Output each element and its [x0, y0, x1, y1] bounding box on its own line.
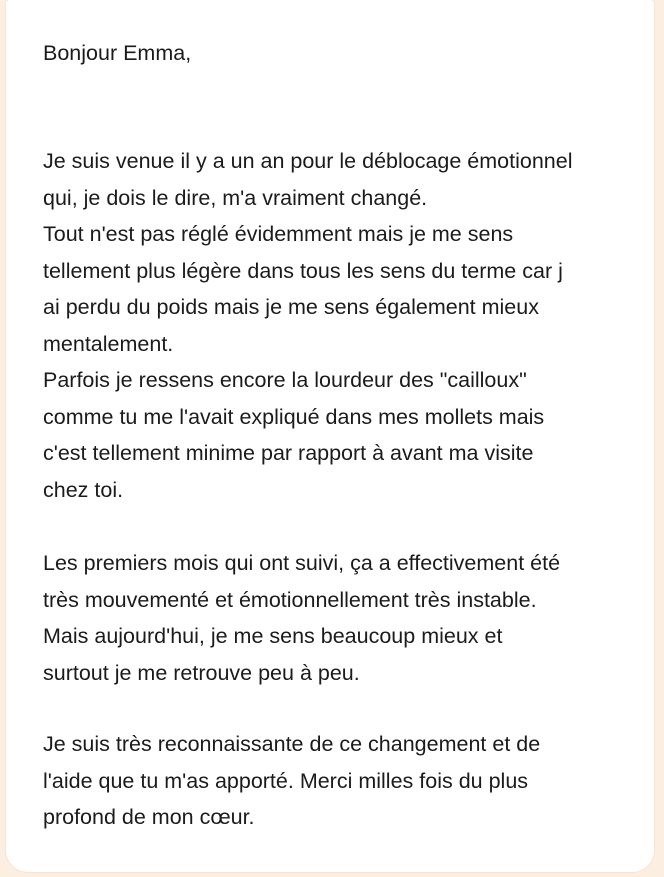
- text-line: Je suis venue il y a un an pour le déblocage émotionnel: [43, 149, 573, 173]
- text-line: chez toi.: [43, 477, 124, 502]
- text-line: Tout n'est pas réglé évidemment mais je me sens: [43, 222, 514, 246]
- text-line: l'aide que tu m'as apporté. Merci milles fois du plus: [43, 768, 529, 793]
- paragraph-1: [43, 143, 643, 508]
- text-line: très mouvementé et émotionnellement très instable.: [43, 587, 537, 612]
- text-line: comme tu me l'avait expliqué dans mes mollets mais: [43, 404, 545, 429]
- text-line: Je suis très reconnaissante de ce changement et de: [43, 732, 541, 756]
- text-line: tellement plus légère dans tous les sens du terme car j: [43, 258, 563, 283]
- text-line: surtout je me retrouve peu à peu.: [43, 660, 360, 685]
- text-line: c'est tellement minime par rapport à avant ma visite: [43, 441, 534, 465]
- text-line: qui, je dois le dire, m'a vraiment changé.: [43, 185, 428, 210]
- text-line: profond de mon cœur.: [43, 805, 255, 829]
- message-card: [6, 0, 654, 872]
- text-line: Mais aujourd'hui, je me sens beaucoup mieux et: [43, 624, 503, 648]
- text-line: Les premiers mois qui ont suivi, ça a effectivement été: [43, 551, 561, 575]
- greeting: Bonjour Emma,: [43, 41, 192, 65]
- text-line: Parfois je ressens encore la lourdeur des "cailloux": [43, 368, 527, 392]
- paragraph-3: [43, 726, 643, 836]
- paragraph-2: [43, 545, 643, 691]
- text-line: mentalement.: [43, 331, 174, 356]
- text-line: ai perdu du poids mais je me sens également mieux: [43, 295, 539, 319]
